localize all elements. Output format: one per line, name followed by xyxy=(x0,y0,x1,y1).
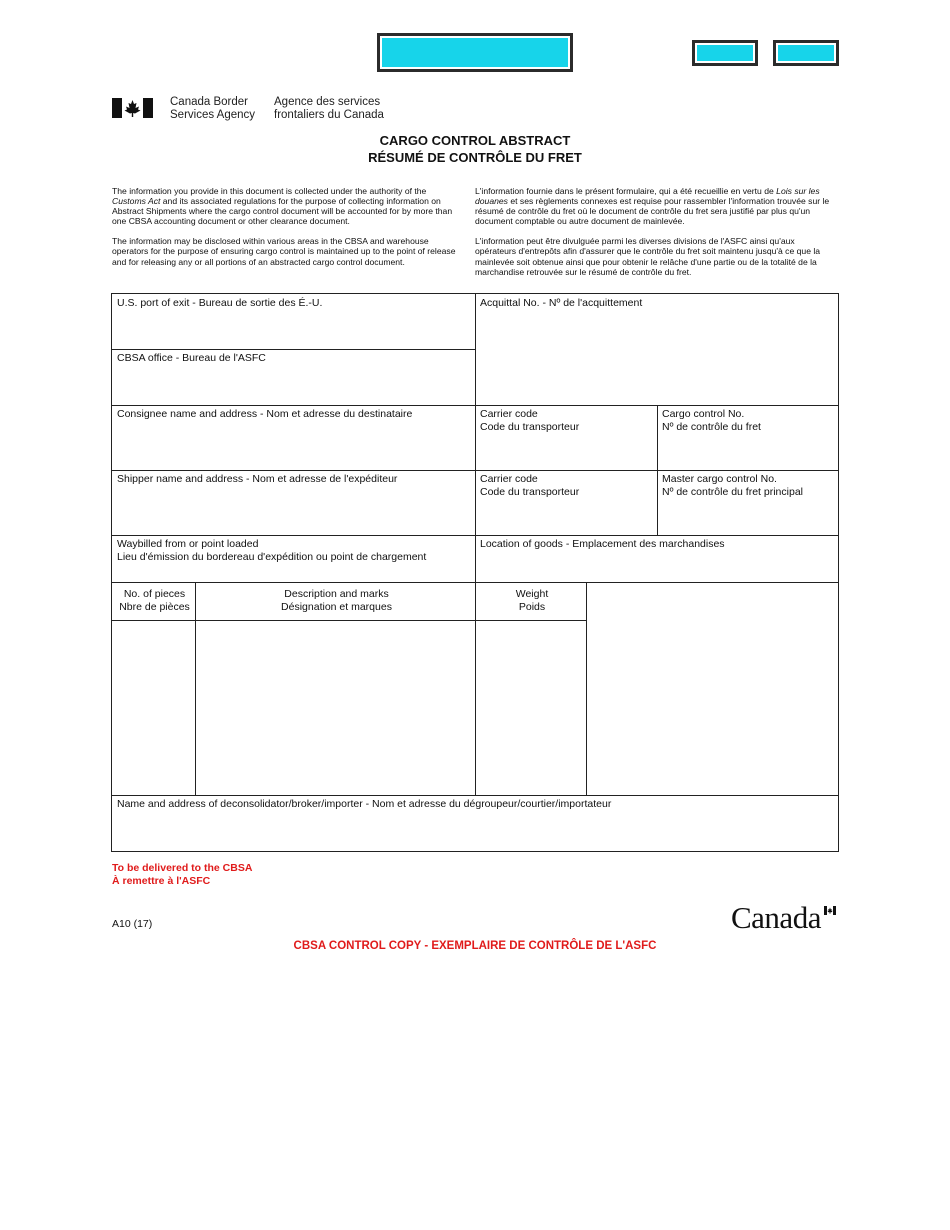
acquittal-label: Acquittal No. - Nº de l'acquittement xyxy=(480,297,643,309)
extra-area[interactable] xyxy=(586,582,839,796)
shipper-label: Shipper name and address - Nom et adresse de l'expéditeur xyxy=(117,473,398,485)
privacy-fr xyxy=(475,186,837,277)
carrier-code-label-2: Carrier code Code du transporteur xyxy=(480,473,580,498)
cargo-control-label: Cargo control No. Nº de contrôle du fret xyxy=(662,408,761,433)
weight-input-area[interactable] xyxy=(475,620,587,796)
privacy-fr-p1: L'information fournie dans le présent formulaire, qui a été recueillie en vertu de Lois sur les douanes et ses règlements connexes est requise pour rassembler l'information trouvée sur le résumé de contrôle du fret où le document de contrôle du fret sera justifié par plus qu'un document comptable ou autre document de mainlevée. xyxy=(475,186,830,227)
master-cargo-control-label: Master cargo control No. Nº de contrôle du fret principal xyxy=(662,473,803,498)
privacy-en-p1: The information you provide in this document is collected under the authority of the Customs Act and its associated regulations for the purpose of collecting information on Abstract Shipments where the cargo control document will be accounted for by more than one CBSA accounting document or other clearance document. xyxy=(112,186,453,227)
acquittal-field[interactable] xyxy=(475,293,839,406)
cbsa-office-field[interactable] xyxy=(111,349,476,406)
top-main-field[interactable] xyxy=(377,33,573,72)
privacy-en xyxy=(112,186,462,267)
consignee-field[interactable] xyxy=(111,405,476,471)
deconsolidator-field[interactable] xyxy=(111,795,839,852)
us-port-label: U.S. port of exit - Bureau de sortie des É.-U. xyxy=(117,297,323,309)
shipper-field[interactable] xyxy=(111,470,476,536)
agency-name-en: Canada Border Services Agency xyxy=(170,96,256,121)
pieces-header: No. of pieces Nbre de pièces xyxy=(111,582,196,621)
cargo-control-field[interactable] xyxy=(657,405,839,471)
canada-wordmark-text: Canada xyxy=(731,900,821,935)
carrier-code-label-1: Carrier code Code du transporteur xyxy=(480,408,580,433)
waybill-label: Waybilled from or point loaded Lieu d'émission du bordereau d'expédition ou point de chargement xyxy=(117,538,427,563)
privacy-fr-p2: L'information peut être divulguée parmi les diverses divisions de l'ASFC ainsi qu'aux opérateurs d'entrepôts afin d'assurer que le contrôle du fret soit maintenu jusqu'à ce que la mainlevée soit obtenue ainsi que pour obtenir le relâche d'une partie ou de la totalité de la marchandise retrouvée sur le résumé de contrôle du fret. xyxy=(475,236,821,277)
privacy-en-p2: The information may be disclosed within various areas in the CBSA and warehouse operators for the purpose of ensuring cargo control is maintained up to the point of release and for releasing any or all portions of an abstracted cargo control document. xyxy=(112,236,456,267)
control-copy-label: CBSA CONTROL COPY - EXEMPLAIRE DE CONTRÔLE DE L'ASFC xyxy=(293,940,657,952)
form-title-en: CARGO CONTROL ABSTRACT xyxy=(379,133,571,148)
weight-header: Weight Poids xyxy=(475,582,587,621)
pieces-input-area[interactable] xyxy=(111,620,196,796)
cbsa-office-label: CBSA office - Bureau de l'ASFC xyxy=(117,352,266,364)
us-port-field[interactable] xyxy=(111,293,476,350)
deconsolidator-label: Name and address of deconsolidator/broker/importer - Nom et adresse du dégroupeur/courtier/importateur xyxy=(117,798,612,810)
description-header: Description and marks Désignation et marques xyxy=(195,582,476,621)
top-small-field-1[interactable] xyxy=(692,40,758,66)
wordmark-flag-icon xyxy=(824,906,836,915)
master-cargo-control-field[interactable] xyxy=(657,470,839,536)
form-number: A10 (17) xyxy=(112,918,153,930)
description-input-area[interactable] xyxy=(195,620,476,796)
location-of-goods-label: Location of goods - Emplacement des marchandises xyxy=(480,538,725,550)
carrier-code-field-2[interactable] xyxy=(475,470,658,536)
location-of-goods-field[interactable] xyxy=(475,535,839,583)
top-small-field-2[interactable] xyxy=(773,40,839,66)
canada-wordmark xyxy=(731,900,821,936)
waybill-field[interactable] xyxy=(111,535,476,583)
form-title-fr: RÉSUMÉ DE CONTRÔLE DU FRET xyxy=(368,150,582,165)
agency-name-fr: Agence des services frontaliers du Canada xyxy=(274,96,384,121)
canada-flag-icon xyxy=(112,98,153,123)
deliver-note: To be delivered to the CBSA À remettre à l'ASFC xyxy=(112,862,253,887)
consignee-label: Consignee name and address - Nom et adresse du destinataire xyxy=(117,408,413,420)
carrier-code-field-1[interactable] xyxy=(475,405,658,471)
